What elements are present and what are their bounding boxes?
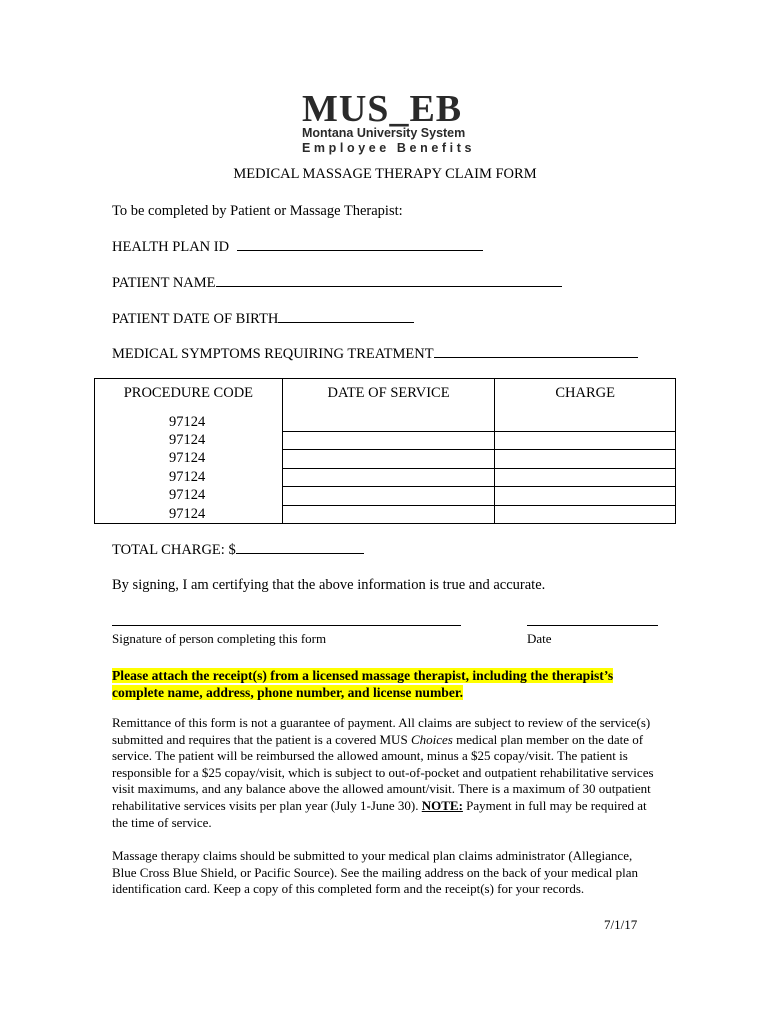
date-of-service-cell[interactable] — [282, 431, 495, 450]
symptoms-field[interactable] — [112, 344, 638, 363]
charge-cell[interactable] — [495, 450, 676, 469]
table-row — [95, 407, 676, 431]
charge-cell[interactable] — [495, 431, 676, 450]
procedure-code-header: PROCEDURE CODE — [95, 379, 283, 408]
table-row — [95, 487, 676, 506]
date-of-service-cell[interactable] — [282, 450, 495, 469]
revision-date: 7/1/17 — [604, 917, 638, 932]
procedure-table — [94, 378, 676, 524]
procedure-code-cell: 97124 — [95, 431, 283, 450]
patient-dob-field[interactable] — [112, 309, 414, 328]
total-charge-field[interactable] — [112, 540, 364, 559]
submission-paragraph: Massage therapy claims should be submitted to your medical plan claims administrator (Allegiance, Blue Cross Blue Shield, or Pacific Source). See the mailing address on the back of your medical plan identification card. Keep a copy of this completed form and the receipt(s) for your records. — [112, 848, 639, 897]
signature-label: Signature of person completing this form — [112, 631, 327, 646]
logo-line-1: Montana University System — [302, 126, 466, 140]
charge-cell[interactable] — [495, 505, 676, 524]
charge-cell[interactable] — [495, 487, 676, 506]
symptoms-blank[interactable] — [434, 344, 638, 358]
procedure-code-cell: 97124 — [95, 407, 283, 431]
date-of-service-header: DATE OF SERVICE — [282, 379, 495, 408]
logo-wordmark: MUS_EB — [302, 88, 463, 130]
procedure-code-cell: 97124 — [95, 450, 283, 469]
date-of-service-cell[interactable] — [282, 468, 495, 487]
patient-dob-label: PATIENT DATE OF BIRTH — [112, 311, 279, 327]
date-of-service-cell[interactable] — [282, 487, 495, 506]
table-row — [95, 505, 676, 524]
total-charge-blank[interactable] — [236, 540, 364, 554]
patient-name-label: PATIENT NAME — [112, 275, 216, 291]
patient-name-field[interactable] — [112, 273, 562, 292]
health-plan-id-label: HEALTH PLAN ID — [112, 239, 230, 255]
note-label: NOTE: — [421, 797, 463, 813]
date-label: Date — [527, 631, 552, 646]
patient-dob-blank[interactable] — [278, 309, 414, 323]
symptoms-label: MEDICAL SYMPTOMS REQUIRING TREATMENT — [112, 346, 434, 362]
patient-name-blank[interactable] — [216, 273, 562, 287]
mus-eb-logo — [302, 88, 492, 156]
charge-cell[interactable] — [495, 468, 676, 487]
certify-text: By signing, I am certifying that the above information is true and accurate. — [112, 577, 546, 593]
total-charge-label: TOTAL CHARGE: $ — [112, 542, 236, 558]
procedure-code-cell: 97124 — [95, 505, 283, 524]
form-title: MEDICAL MASSAGE THERAPY CLAIM FORM — [233, 166, 537, 182]
signature-line[interactable] — [112, 625, 461, 626]
charge-cell[interactable] — [495, 407, 676, 431]
remittance-paragraph — [112, 715, 660, 831]
health-plan-id-field[interactable] — [112, 237, 483, 256]
remittance-text-1: Remittance of this form is not a guarantee of payment. All claims are subject to review of the service(s) submitted and requires that the patient is a covered MUS — [112, 715, 651, 747]
remittance-text-3: Payment in full may be required at the time of service. — [112, 797, 647, 830]
table-row — [95, 450, 676, 469]
date-of-service-cell[interactable] — [282, 407, 495, 431]
procedure-code-cell: 97124 — [95, 468, 283, 487]
table-row — [95, 468, 676, 487]
date-line[interactable] — [527, 625, 658, 626]
table-row — [95, 431, 676, 450]
charge-header: CHARGE — [495, 379, 676, 408]
procedure-code-cell: 97124 — [95, 487, 283, 506]
date-of-service-cell[interactable] — [282, 505, 495, 524]
receipt-notice-text: Please attach the receipt(s) from a licensed massage therapist, including the therapist’s complete name, address, phone number, and license number. — [112, 668, 614, 700]
logo-line-2: Employee Benefits — [302, 141, 476, 155]
table-header-row — [95, 379, 676, 408]
choices-text: Choices — [410, 731, 453, 747]
receipt-notice — [112, 667, 652, 701]
health-plan-id-blank[interactable] — [237, 237, 483, 251]
intro-text: To be completed by Patient or Massage Therapist: — [112, 203, 403, 219]
remittance-text-2: medical plan member on the date of service. The patient will be reimbursed the allowed amount, minus a $25 copay/visit. The patient is responsible for a $25 copay/visit, which is subject to out-of-pocket and outpatient rehabilitative services visit maximums, and any balance above the allowed amount/visit. There is a maximum of 30 outpatient rehabilitative services visits per plan year (July 1-June 30). — [112, 731, 654, 813]
